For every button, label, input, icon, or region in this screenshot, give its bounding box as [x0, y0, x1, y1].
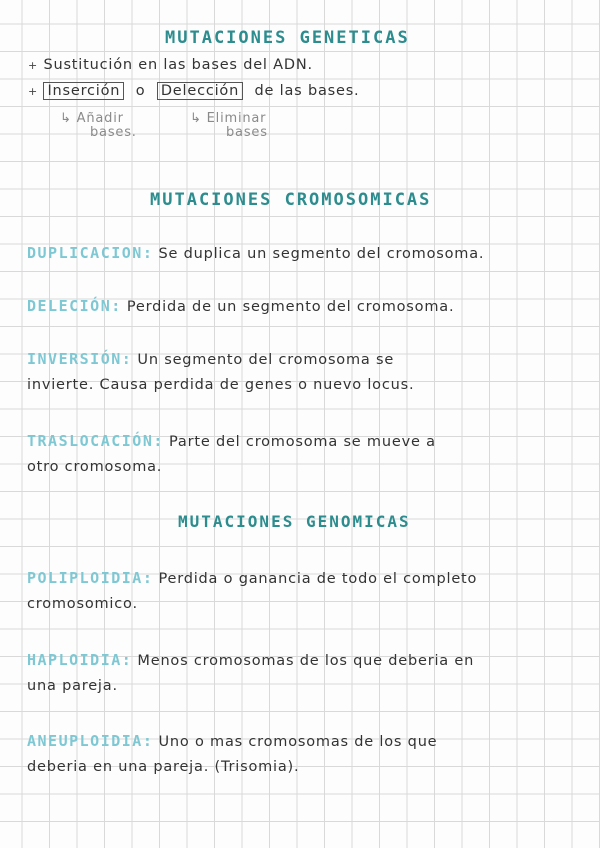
note-remove-line2: bases	[226, 125, 268, 140]
definition-delecion: Perdida de un segmento del cromosoma.	[126, 299, 455, 315]
bullet: +	[28, 59, 39, 72]
entry-aneuploidia	[27, 731, 437, 750]
note-remove-line1: Eliminar	[206, 111, 267, 126]
definition-haploidia-line1: Menos cromosomas de los que deberia en	[137, 653, 475, 669]
entry-delecion	[27, 296, 454, 315]
deletion-box: Delección	[157, 82, 243, 100]
heading-genetic-mutations: MUTACIONES GENETICAS	[165, 28, 410, 48]
note-remove-bases	[190, 112, 268, 140]
term-duplicacion: DUPLICACION:	[27, 244, 154, 262]
term-haploidia: HAPLOIDIA:	[27, 651, 133, 669]
heading-genomic-mutations: MUTACIONES GENOMICAS	[178, 512, 411, 531]
definition-aneuploidia-line1: Uno o mas cromosomas de los que	[158, 734, 438, 750]
term-inversion: INVERSIÓN:	[27, 350, 133, 368]
definition-traslocacion-line1: Parte del cromosoma se mueve a	[169, 434, 436, 450]
entry-duplicacion	[27, 243, 484, 262]
arrow-down-right-icon: ↳	[60, 111, 72, 126]
item2-rest-text: de las bases.	[254, 83, 360, 99]
term-poliploidia: POLIPLOIDIA:	[27, 569, 154, 587]
insertion-box: Inserción	[43, 82, 124, 100]
note-add-line1: Añadir	[76, 111, 124, 126]
bullet: +	[28, 85, 39, 98]
entry-haploidia	[27, 650, 474, 669]
entry-inversion	[27, 349, 394, 368]
connector-text: o	[135, 83, 146, 99]
definition-poliploidia-line1: Perdida o ganancia de todo el completo	[158, 571, 478, 587]
definition-aneuploidia-line2: deberia en una pareja. (Trisomia).	[27, 759, 300, 775]
definition-haploidia-line2: una pareja.	[27, 678, 118, 694]
genetic-item-2	[28, 83, 359, 99]
entry-traslocacion	[27, 431, 436, 450]
arrow-down-right-icon: ↳	[190, 111, 202, 126]
note-add-line2: bases.	[90, 125, 137, 140]
note-add-bases	[60, 112, 137, 140]
definition-duplicacion: Se duplica un segmento del cromosoma.	[158, 246, 485, 262]
heading-chromosomal-mutations: MUTACIONES CROMOSOMICAS	[150, 190, 432, 210]
definition-inversion-line1: Un segmento del cromosoma se	[137, 352, 395, 368]
entry-poliploidia	[27, 568, 477, 587]
term-delecion: DELECIÓN:	[27, 297, 122, 315]
genetic-item-1	[28, 57, 313, 73]
definition-traslocacion-line2: otro cromosoma.	[27, 459, 163, 475]
term-traslocacion: TRASLOCACIÓN:	[27, 432, 164, 450]
definition-poliploidia-line2: cromosomico.	[27, 596, 138, 612]
definition-inversion-line2: invierte. Causa perdida de genes o nuevo locus.	[27, 377, 415, 393]
term-aneuploidia: ANEUPLOIDIA:	[27, 732, 154, 750]
substitution-text: Sustitución en las bases del ADN.	[43, 57, 313, 73]
